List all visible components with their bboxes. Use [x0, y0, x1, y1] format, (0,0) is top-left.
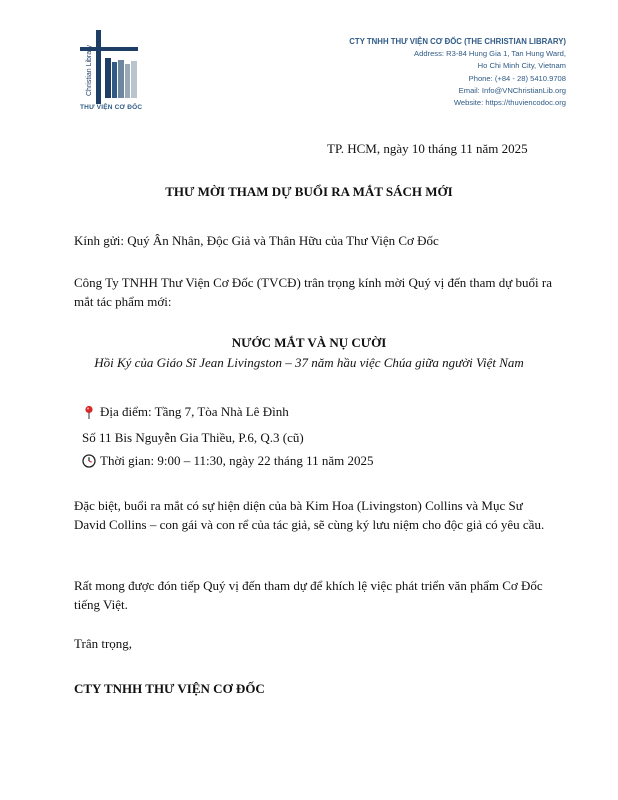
event-time-text: Thời gian: 9:00 – 11:30, ngày 22 tháng 11 năm 2025: [100, 453, 374, 468]
salutation: Kính gửi: Quý Ân Nhân, Độc Giả và Thân Hữu của Thư Viện Cơ Đốc: [74, 233, 439, 248]
event-location-text: Địa điểm: Tầng 7, Tòa Nhà Lê Đình: [100, 404, 289, 419]
event-time: [82, 453, 373, 469]
book-title: NƯỚC MẮT VÀ NỤ CƯỜI: [231, 335, 387, 350]
event-location: [82, 404, 289, 420]
pushpin-icon: [82, 405, 96, 419]
company-address-line-1: Address: R3-84 Hung Gia 1, Tan Hung Ward,: [414, 49, 566, 59]
special-guests-paragraph: Đặc biệt, buổi ra mắt có sự hiện diện của bà Kim Hoa (Livingston) Collins và Mục Sư David Collins – con gái và con rể của tác giả, sẽ cùng ký lưu niệm cho độc giả có yêu cầu.: [74, 498, 545, 532]
company-email: Email: Info@VNChristianLib.org: [458, 85, 566, 95]
company-header: [349, 36, 566, 109]
event-address: Số 11 Bis Nguyễn Gia Thiều, P.6, Q.3 (cũ): [82, 430, 304, 445]
book-subtitle: Hồi Ký của Giáo Sĩ Jean Livingston – 37 năm hầu việc Chúa giữa người Việt Nam: [94, 355, 524, 370]
company-website: Website: https://thuviencodoc.org: [453, 98, 566, 108]
closing-regards: Trân trọng,: [74, 636, 133, 651]
invitation-closing-paragraph: Rất mong được đón tiếp Quý vị đến tham dự để khích lệ việc phát triển văn phẩm Cơ Đốc tiếng Việt.: [74, 578, 543, 612]
logo-caption: THƯ VIỆN CƠ ĐỐC: [80, 104, 143, 111]
logo-text: Christian Library: [86, 45, 93, 96]
signature-company: CTY TNHH THƯ VIỆN CƠ ĐỐC: [74, 681, 265, 696]
letter-date: TP. HCM, ngày 10 tháng 11 năm 2025: [327, 141, 528, 156]
company-phone: Phone: (+84 - 28) 5410.9708: [468, 73, 566, 83]
intro-paragraph: Công Ty TNHH Thư Viện Cơ Đốc (TVCĐ) trân trọng kính mời Quý vị đến tham dự buổi ra mắt tác phẩm mới:: [74, 275, 552, 309]
clock-icon: [82, 454, 96, 468]
company-address-line-2: Ho Chi Minh City, Vietnam: [477, 61, 566, 71]
letter-title: THƯ MỜI THAM DỰ BUỔI RA MẮT SÁCH MỚI: [165, 184, 453, 199]
company-name: CTY TNHH THƯ VIỆN CƠ ĐỐC (THE CHRISTIAN LIBRARY): [349, 37, 566, 46]
